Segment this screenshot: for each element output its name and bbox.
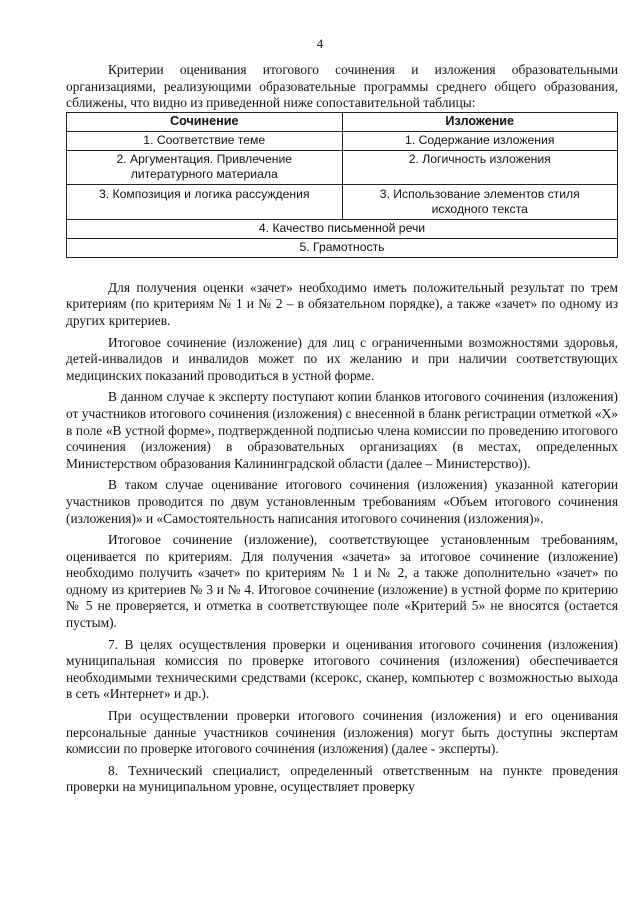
table-cell: 1. Содержание изложения	[342, 131, 618, 150]
table-header-essay: Сочинение	[67, 112, 343, 131]
table-header-summary: Изложение	[342, 112, 618, 131]
table-row-common	[67, 238, 618, 257]
table-row	[67, 131, 618, 150]
table-cell: 1. Соответствие теме	[67, 131, 343, 150]
body-paragraph: 8. Технический специалист, определенный ответственным на пункте проведения проверки на муниципальном уровне, осуществляет проверку	[66, 762, 618, 795]
table-row-common	[67, 219, 618, 238]
page-number: 4	[316, 36, 324, 51]
table-row	[67, 184, 618, 219]
table-cell: 2. Логичность изложения	[342, 150, 618, 184]
body-paragraph: Итоговое сочинение (изложение), соответствующее установленным требованиям, оценивается по критериям. Для получения «зачета» за итоговое сочинение (изложение) необходимо получить «зачет» по критериям № 1 и № 2, а также дополнительно «зачет» по одному из критериев № 3 и № 4. Итоговое сочинение (изложение) в устной форме по критерию № 5 не проверяется, и отметка в соответствующее поле «Критерий 5» не вносятся (остается пустым).	[66, 532, 618, 631]
intro-paragraph: Критерии оценивания итогового сочинения и изложения образовательными организациями, реализующими образовательные программы среднего общего образования, сближены, что видно из приведенной ниже сопоставительной таблицы:	[66, 62, 618, 111]
table-cell: 3. Использование элементов стиля исходного текста	[342, 184, 618, 219]
body-paragraph: Итоговое сочинение (изложение) для лиц с ограниченными возможностями здоровья, детей-инвалидов и инвалидов может по их желанию и при наличии соответствующих медицинских показаний проводиться в устной форме.	[66, 334, 618, 383]
table-row	[67, 150, 618, 184]
body-paragraph: При осуществлении проверки итогового сочинения (изложения) и его оценивания персональные данные участников сочинения (изложения) могут быть доступны экспертам комиссии по проверке итогового сочинения (изложения) (далее - эксперты).	[66, 708, 618, 757]
table-header-row	[67, 112, 618, 131]
body-paragraph: 7. В целях осуществления проверки и оценивания итогового сочинения (изложения) муниципальная комиссия по проверке итогового сочинения (изложения) обеспечивается необходимыми техническими средствами (ксерокс, сканер, компьютер с возможностью выхода в сеть «Интернет» и др.).	[66, 636, 618, 702]
table-cell-common: 5. Грамотность	[67, 238, 618, 257]
table-cell-common: 4. Качество письменной речи	[67, 219, 618, 238]
body-paragraph: Для получения оценки «зачет» необходимо иметь положительный результат по трем критериям (по критериям № 1 и № 2 – в обязательном порядке), а также «зачет» по одному из других критериев.	[66, 279, 618, 328]
comparison-table	[66, 112, 618, 258]
table-cell: 3. Композиция и логика рассуждения	[67, 184, 343, 219]
table-cell: 2. Аргументация. Привлечение литературного материала	[67, 150, 343, 184]
page-content	[66, 62, 618, 796]
body-paragraph: В данном случае к эксперту поступают копии бланков итогового сочинения (изложения) от участников итогового сочинения (изложения) с внесенной в бланк регистрации отметкой «X» в поле «В устной форме», подтвержденной подписью члена комиссии по проведению итогового сочинения (изложения) в образовательных организациях (в местах, определенных Министерством образования Калининградской области (далее – Министерство)).	[66, 389, 618, 471]
body-paragraph: В таком случае оценивание итогового сочинения (изложения) указанной категории участников проводится по двум установленным требованиям «Объем итогового сочинения (изложения)» и «Самостоятельность написания итогового сочинения (изложения)».	[66, 477, 618, 526]
